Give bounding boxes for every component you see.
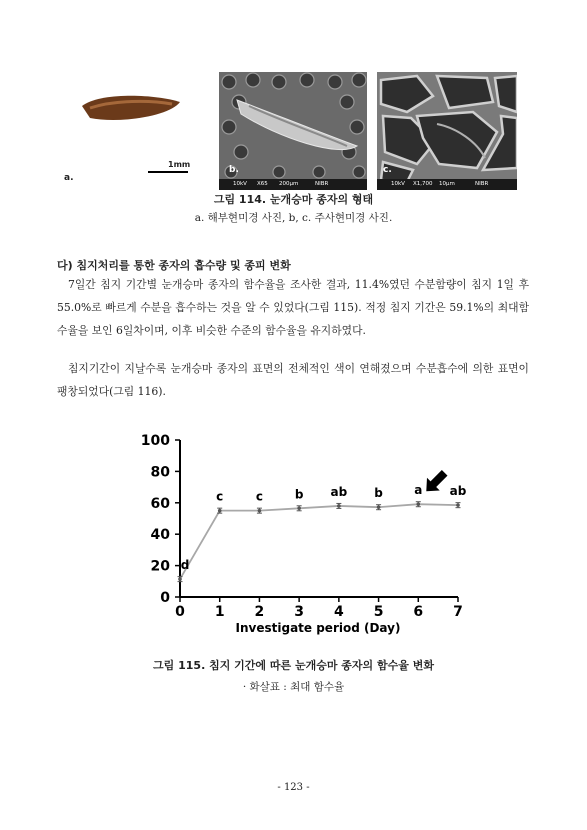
section-heading: 다) 침지처리를 통한 종자의 흡수량 및 종피 변화 (57, 259, 291, 272)
y-tick-label: 100 (140, 433, 170, 449)
y-tick-label: 0 (160, 590, 170, 606)
data-point (337, 504, 341, 508)
panel-label-a: a. (64, 173, 74, 183)
x-tick-label: 7 (453, 604, 463, 620)
max-arrow-icon (420, 466, 451, 497)
seed-photo (60, 72, 210, 190)
figure-114-panel-c (377, 72, 517, 190)
paragraph-1: 7일간 침지 기간별 눈개승마 종자의 함수율을 조사한 결과, 11.4%였던 수분함량이 침지 1일 후 55.0%로 빠르게 수분을 흡수하는 것을 알 수 있었다(그림 115). 적정 침지 기간은 59.1%의 최대함수율을 보인 6일차이며, 이후 비슷한 수준의 함수율을 유지하였다. (57, 278, 529, 337)
scale-label: 1mm (168, 160, 191, 169)
sem-info-bar-c: 10kV X1,700 10μm NIBR (377, 179, 517, 190)
x-tick-label: 1 (214, 604, 225, 620)
x-tick-label: 3 (294, 604, 305, 620)
x-tick-label: 2 (254, 604, 265, 620)
figure-114-panel-b (219, 72, 367, 190)
significance-letter: c (216, 489, 224, 504)
figure-114-panel-a (60, 72, 210, 190)
data-point (416, 502, 420, 506)
sem-info-bar-b: 10kV X65 200μm NIBR (219, 179, 367, 190)
significance-letter: ab (449, 484, 467, 499)
sem-image-c (377, 72, 517, 190)
significance-letter: a (414, 483, 423, 498)
y-tick-label: 80 (150, 464, 170, 481)
panel-label-b: b. (229, 165, 239, 175)
series-line (180, 504, 458, 579)
page-number: - 123 - (277, 782, 310, 793)
y-tick-label: 60 (150, 495, 170, 512)
paragraph-2: 침지기간이 지날수록 눈개승마 종자의 표면의 전체적인 색이 연해졌으며 수분흡수에 의한 표면이 팽창되었다(그림 116). (57, 362, 529, 398)
significance-letter: c (255, 489, 263, 504)
moisture-chart (120, 425, 480, 640)
sem-image-b (219, 72, 367, 190)
y-tick-label: 40 (150, 527, 170, 544)
x-tick-label: 0 (175, 604, 185, 620)
significance-letter: d (180, 558, 190, 573)
data-point (178, 577, 182, 581)
data-point (377, 505, 381, 509)
significance-letter: ab (330, 484, 348, 499)
significance-letter: b (374, 486, 383, 501)
significance-letter: b (294, 487, 304, 502)
data-point (258, 509, 262, 513)
x-axis-label: Investigate period (Day) (235, 621, 401, 635)
figure-115-note: · 화살표 : 최대 함수율 (242, 681, 345, 693)
plot-area (141, 433, 467, 620)
y-tick-label: 20 (150, 558, 170, 575)
x-tick-label: 5 (373, 604, 384, 620)
data-point (297, 506, 301, 510)
figure-114-subcaption: a. 해부현미경 사진, b, c. 주사현미경 사진. (194, 212, 393, 224)
x-tick-label: 4 (333, 604, 344, 620)
data-point (218, 509, 222, 513)
data-point (456, 503, 460, 507)
panel-label-c: c. (383, 165, 392, 175)
x-tick-label: 6 (413, 604, 424, 620)
figure-115-caption: 그림 115. 침지 기간에 따른 눈개승마 종자의 함수율 변화 (153, 659, 434, 672)
figure-114-caption: 그림 114. 눈개승마 종자의 형태 (213, 193, 374, 206)
